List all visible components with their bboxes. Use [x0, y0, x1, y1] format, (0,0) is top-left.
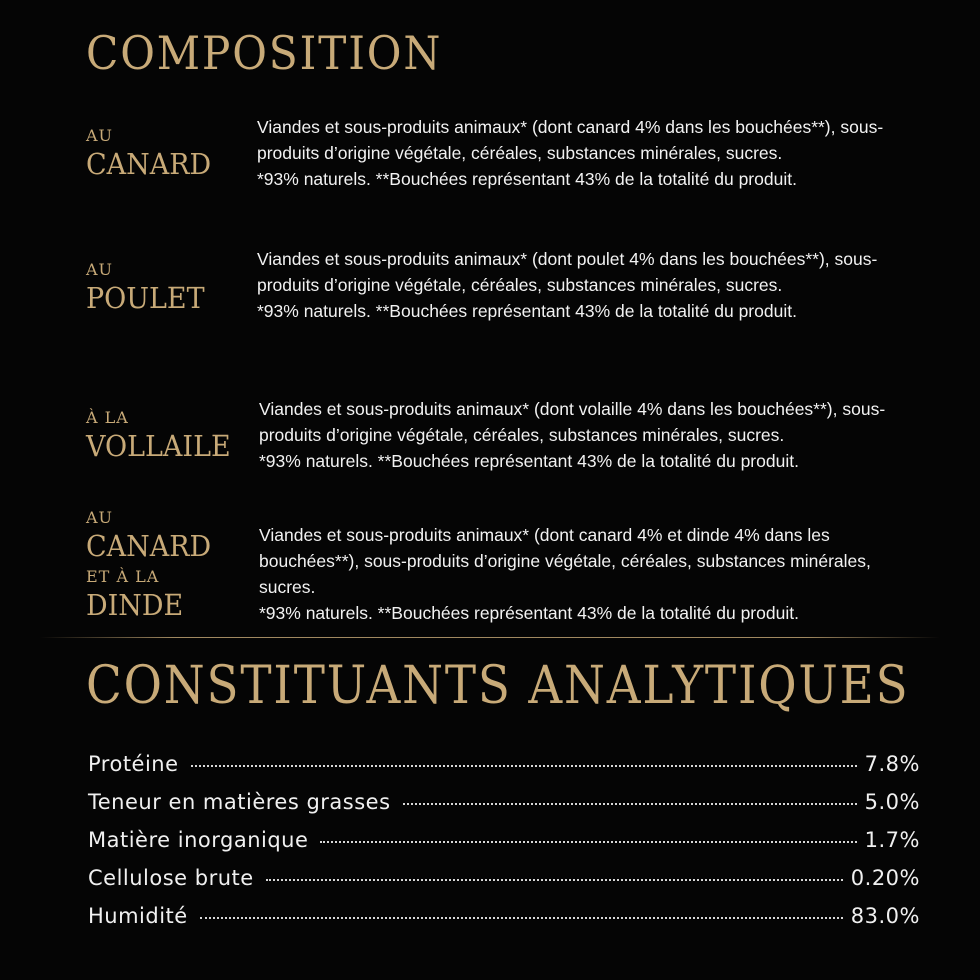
- section-divider: [40, 637, 940, 638]
- variety-connector: ET À LA: [86, 567, 160, 586]
- variety-title: CANARD: [86, 147, 212, 181]
- row-value: 5.0%: [864, 790, 920, 814]
- dot-leader: [191, 765, 857, 767]
- footnote-text: *93% naturels. **Bouchées représentant 43% de la totalité du produit.: [257, 169, 797, 189]
- row-value: 0.20%: [850, 866, 920, 890]
- variety-name-canard: [86, 128, 246, 179]
- variety-description-canard-dinde: [259, 522, 919, 626]
- variety-description-poulet: [257, 246, 917, 324]
- variety-prefix: À LA: [86, 408, 129, 427]
- row-label: Humidité: [88, 904, 188, 928]
- analytics-row-humidite: [88, 904, 920, 942]
- footnote-text: *93% naturels. **Bouchées représentant 43% de la totalité du produit.: [257, 301, 797, 321]
- row-value: 7.8%: [864, 752, 920, 776]
- dot-leader: [266, 879, 843, 881]
- analytics-table: [88, 752, 920, 942]
- ingredients-text: Viandes et sous-produits animaux* (dont canard 4% dans les bouchées**), sous-produits d’origine végétale, céréales, substances minérales, sucres.: [257, 117, 884, 163]
- analytics-row-cellulose: [88, 866, 920, 904]
- variety-prefix: AU: [86, 126, 114, 145]
- row-label: Matière inorganique: [88, 828, 309, 852]
- ingredients-text: Viandes et sous-produits animaux* (dont canard 4% et dinde 4% dans les bouchées**), sous-produits d’origine végétale, céréales, substances minérales, sucres.: [259, 525, 871, 597]
- variety-title: POULET: [86, 281, 205, 315]
- variety-description-volaille: [259, 396, 919, 474]
- dot-leader: [200, 917, 843, 919]
- analytics-row-matiere-inorganique: [88, 828, 920, 866]
- variety-title: VOLLAILE: [86, 429, 231, 463]
- variety-prefix: AU: [86, 508, 114, 527]
- variety-description-canard: [257, 114, 917, 192]
- analytics-title: CONSTITUANTS ANALYTIQUES: [86, 656, 910, 716]
- ingredients-text: Viandes et sous-produits animaux* (dont poulet 4% dans les bouchées**), sous-produits d’origine végétale, céréales, substances minérales, sucres.: [257, 249, 878, 295]
- row-label: Teneur en matières grasses: [88, 790, 391, 814]
- row-label: Protéine: [88, 752, 179, 776]
- variety-name-poulet: [86, 262, 246, 313]
- ingredients-text: Viandes et sous-produits animaux* (dont volaille 4% dans les bouchées**), sous-produits d’origine végétale, céréales, substances minérales, sucres.: [259, 399, 886, 445]
- row-value: 83.0%: [850, 904, 920, 928]
- variety-prefix: AU: [86, 260, 114, 279]
- dot-leader: [403, 803, 857, 805]
- row-label: Cellulose brute: [88, 866, 254, 890]
- variety-name-volaille: [86, 410, 246, 461]
- dot-leader: [320, 841, 856, 843]
- footnote-text: *93% naturels. **Bouchées représentant 43% de la totalité du produit.: [259, 451, 799, 471]
- variety-title-second: DINDE: [86, 588, 184, 622]
- composition-title: COMPOSITION: [86, 26, 443, 80]
- analytics-row-matieres-grasses: [88, 790, 920, 828]
- analytics-row-proteine: [88, 752, 920, 790]
- variety-name-canard-dinde: [86, 510, 246, 620]
- variety-title: CANARD: [86, 529, 212, 563]
- footnote-text: *93% naturels. **Bouchées représentant 43% de la totalité du produit.: [259, 603, 799, 623]
- row-value: 1.7%: [864, 828, 920, 852]
